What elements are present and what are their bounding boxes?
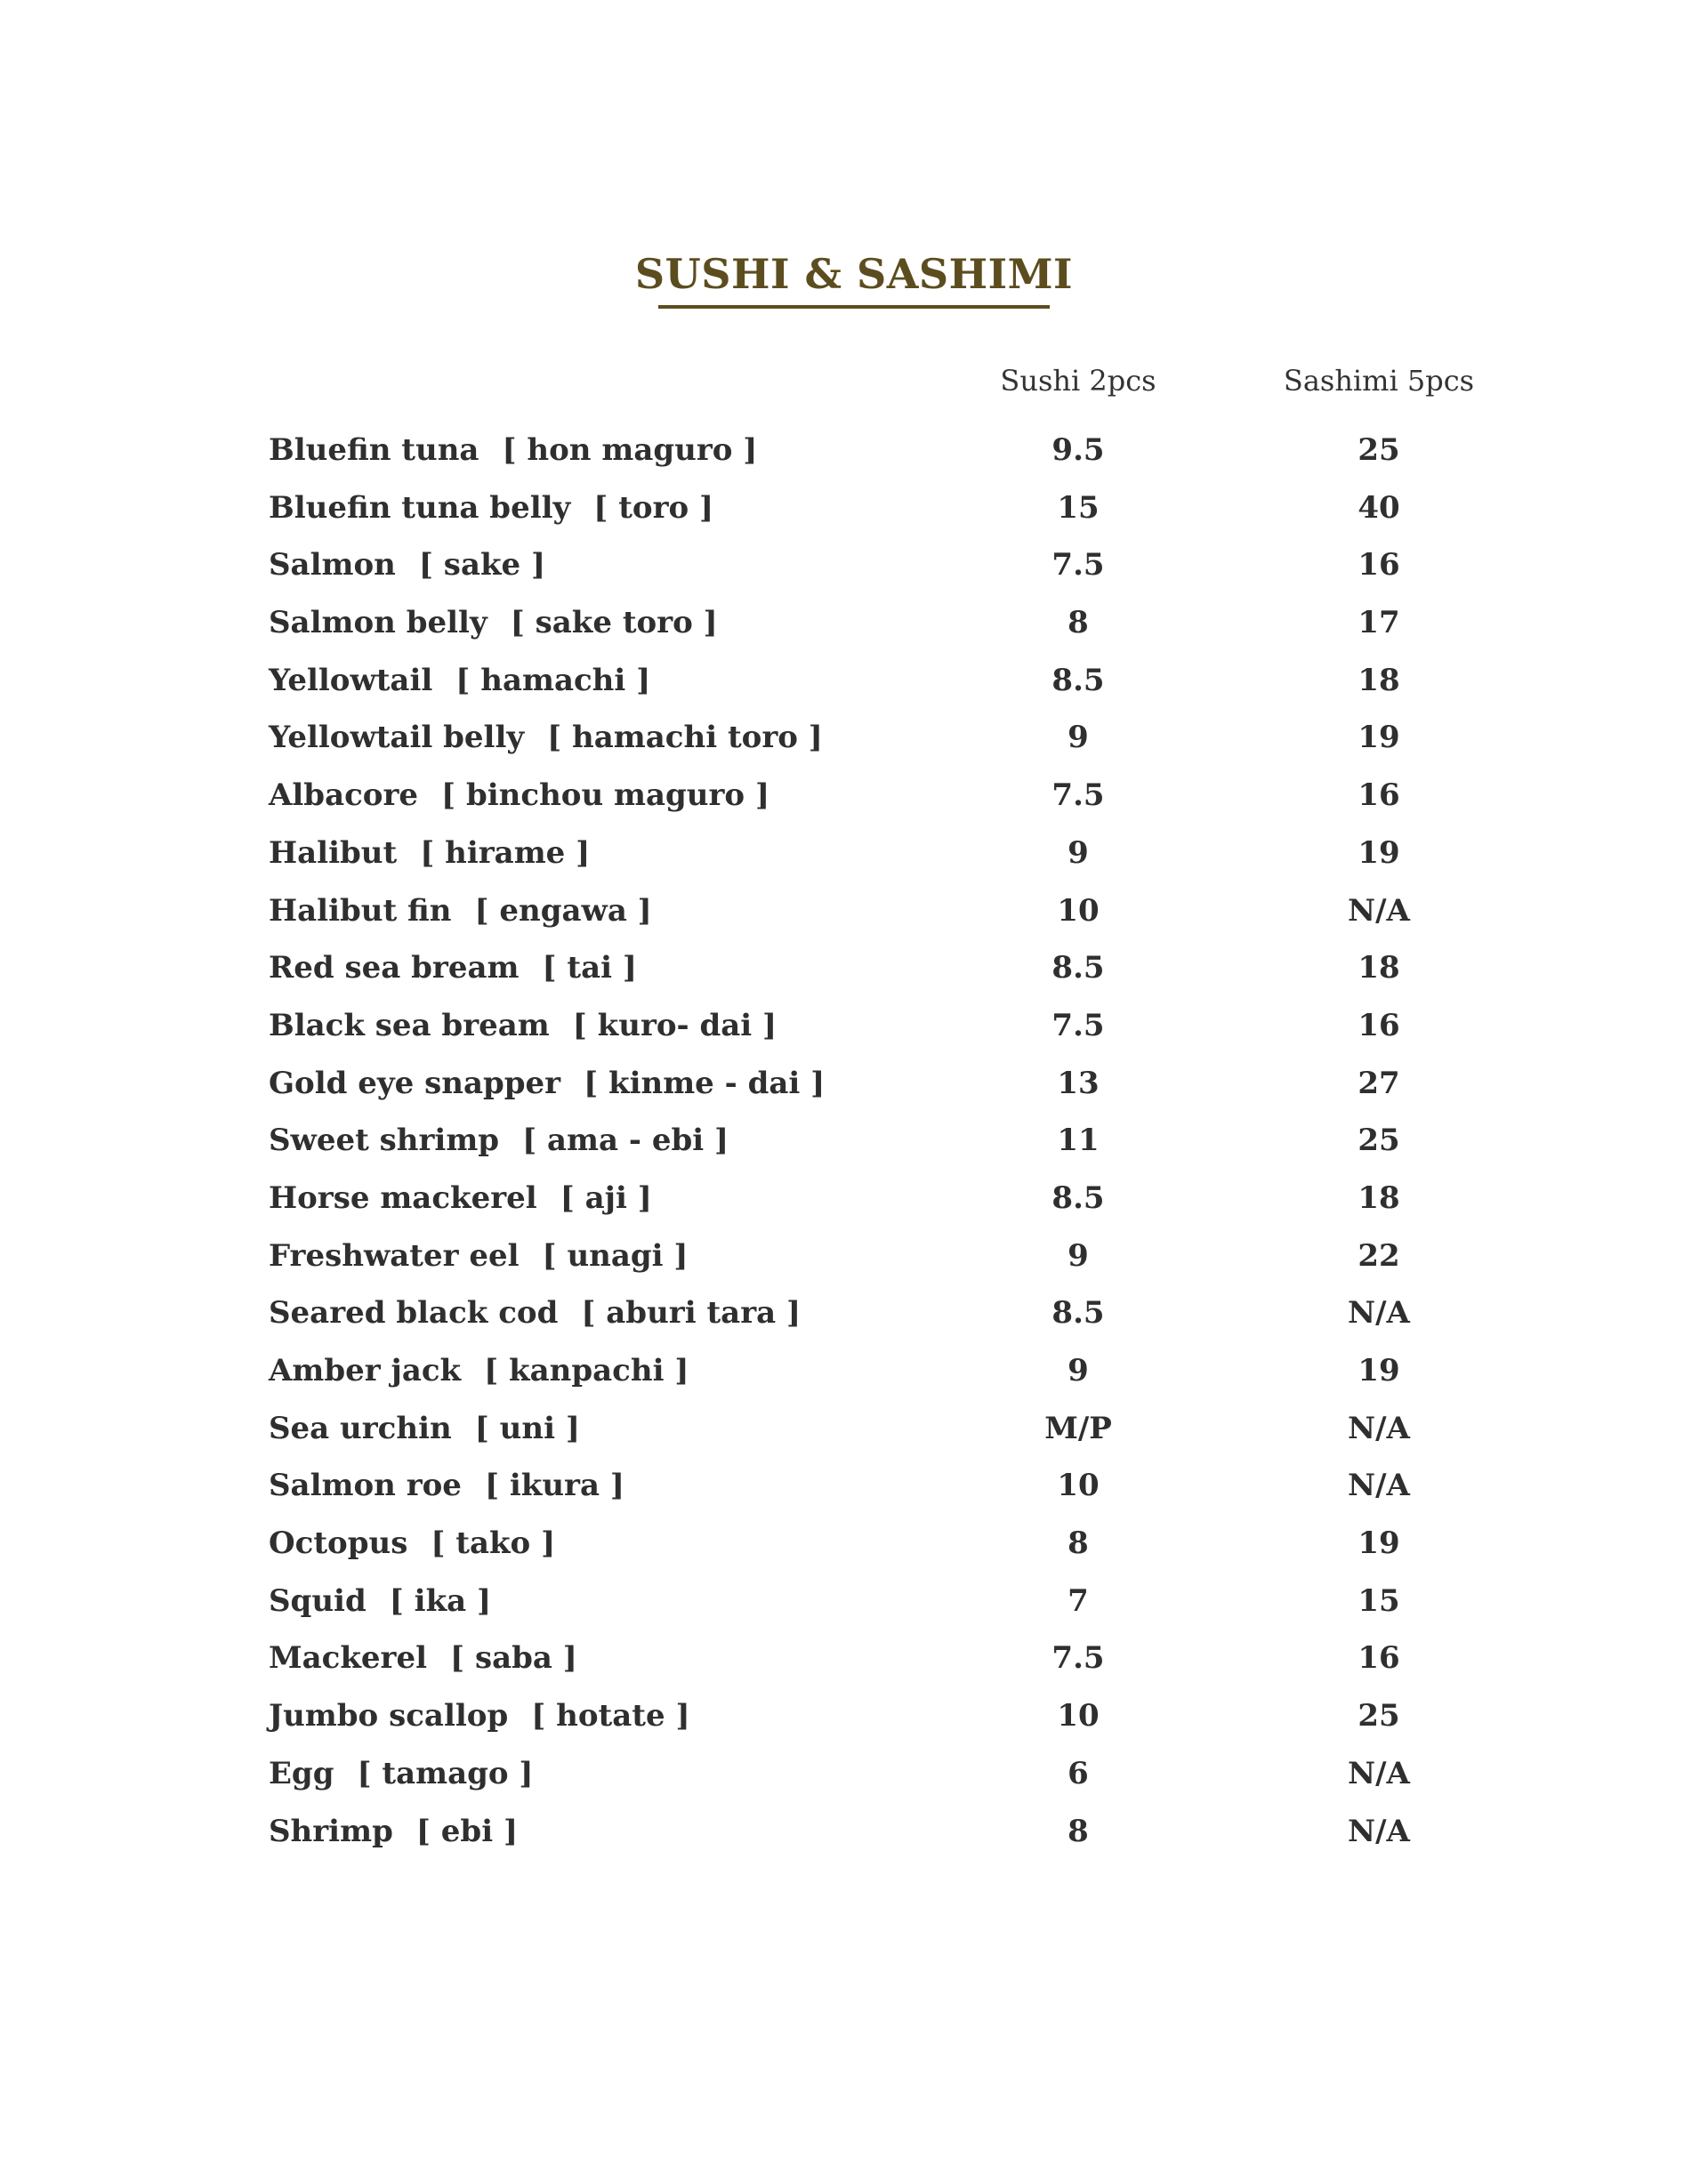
sushi-price: 8 <box>1068 605 1089 641</box>
menu-item-name <box>269 1812 518 1851</box>
sushi-price: 11 <box>1057 1123 1100 1159</box>
menu-item-english-name: Seared black cod <box>269 1295 559 1332</box>
menu-item-name <box>269 1064 825 1103</box>
sashimi-price: N/A <box>1348 1755 1410 1791</box>
menu-item-japanese-name: [ kanpachi ] <box>484 1353 689 1388</box>
sashimi-price: 40 <box>1358 489 1400 526</box>
menu-item-name <box>269 1696 690 1735</box>
sashimi-price: 16 <box>1358 547 1400 584</box>
menu-item-english-name: Jumbo scallop <box>269 1698 509 1734</box>
menu-item-english-name: Squid <box>269 1582 367 1619</box>
menu-item-english-name: Black sea bream <box>269 1007 550 1043</box>
menu-item-row <box>0 1745 1708 1803</box>
menu-item-japanese-name: [ hamachi ] <box>455 662 651 698</box>
menu-item-english-name: Bluefin tuna <box>269 432 479 468</box>
menu-item-row <box>0 767 1708 825</box>
sashimi-price: 27 <box>1358 1065 1400 1101</box>
menu-item-english-name: Halibut <box>269 834 398 871</box>
sushi-price: 8.5 <box>1051 1179 1105 1216</box>
sushi-price: 9 <box>1068 1237 1089 1274</box>
menu-item-english-name: Albacore <box>269 777 419 814</box>
menu-item-english-name: Horse mackerel <box>269 1179 537 1216</box>
menu-item-row <box>0 536 1708 594</box>
sushi-price: 8 <box>1068 1813 1089 1849</box>
menu-item-japanese-name: [ kuro- dai ] <box>572 1007 777 1043</box>
menu-item-name <box>269 1582 491 1621</box>
menu-item-row <box>0 1515 1708 1573</box>
sashimi-price: 25 <box>1358 1123 1400 1159</box>
sashimi-price: 16 <box>1358 1640 1400 1677</box>
menu-item-row <box>0 1284 1708 1342</box>
menu-item-row <box>0 709 1708 767</box>
sushi-price: 7 <box>1068 1582 1089 1619</box>
menu-item-japanese-name: [ uni ] <box>474 1410 580 1446</box>
menu-item-row <box>0 1803 1708 1861</box>
menu-item-japanese-name: [ ikura ] <box>484 1468 624 1504</box>
menu-item-name <box>269 891 652 930</box>
menu-item-english-name: Bluefin tuna belly <box>269 489 571 526</box>
menu-item-row <box>0 825 1708 882</box>
sushi-price: 9 <box>1068 720 1089 756</box>
menu-item-japanese-name: [ engawa ] <box>474 892 652 929</box>
sashimi-price: 19 <box>1358 1525 1400 1562</box>
menu-item-japanese-name: [ ama - ebi ] <box>522 1123 729 1159</box>
menu-item-japanese-name: [ aji ] <box>560 1179 652 1216</box>
sashimi-price: 25 <box>1358 1698 1400 1734</box>
menu-item-japanese-name: [ hon maguro ] <box>502 432 758 468</box>
sashimi-price: 15 <box>1358 1582 1400 1619</box>
sushi-price: 9.5 <box>1051 432 1105 468</box>
sushi-price: 8.5 <box>1051 662 1105 698</box>
menu-item-row <box>0 1227 1708 1285</box>
menu-item-name <box>269 1638 577 1678</box>
column-header-sashimi: Sashimi 5pcs <box>1283 364 1475 398</box>
sashimi-price: 16 <box>1358 777 1400 814</box>
menu-item-row <box>0 1342 1708 1400</box>
menu-item-japanese-name: [ kinme - dai ] <box>584 1065 826 1101</box>
menu-item-row <box>0 594 1708 652</box>
menu-item-row <box>0 1170 1708 1227</box>
page-title: SUSHI & SASHIMI <box>634 250 1074 298</box>
column-header-sushi: Sushi 2pcs <box>1000 364 1156 398</box>
menu-item-name <box>269 488 713 527</box>
sashimi-price: 18 <box>1358 662 1400 698</box>
sashimi-price: N/A <box>1348 1295 1410 1332</box>
sashimi-price: 19 <box>1358 720 1400 756</box>
menu-item-english-name: Sea urchin <box>269 1410 452 1446</box>
menu-item-english-name: Red sea bream <box>269 950 520 986</box>
sushi-price: 7.5 <box>1051 1640 1105 1677</box>
menu-item-japanese-name: [ tai ] <box>542 950 637 986</box>
title-underline <box>658 305 1050 309</box>
menu-item-english-name: Shrimp <box>269 1813 393 1849</box>
menu-item-japanese-name: [ hotate ] <box>531 1698 690 1734</box>
sushi-price: 10 <box>1057 1698 1100 1734</box>
menu-item-name <box>269 776 769 815</box>
menu-item-row <box>0 882 1708 940</box>
menu-item-name <box>269 1121 729 1160</box>
menu-item-name <box>269 1293 801 1332</box>
menu-item-name <box>269 1006 777 1045</box>
menu-item-row <box>0 1112 1708 1170</box>
menu-item-japanese-name: [ ika ] <box>389 1582 492 1619</box>
sashimi-price: 17 <box>1358 605 1400 641</box>
menu-item-japanese-name: [ hamachi toro ] <box>547 720 823 756</box>
menu-item-english-name: Egg <box>269 1755 334 1791</box>
menu-item-japanese-name: [ saba ] <box>450 1640 577 1677</box>
sushi-price: M/P <box>1044 1410 1112 1446</box>
menu-item-english-name: Salmon belly <box>269 605 487 641</box>
menu-item-japanese-name: [ toro ] <box>593 489 714 526</box>
menu-item-english-name: Yellowtail belly <box>269 720 525 756</box>
sashimi-price: N/A <box>1348 1813 1410 1849</box>
sushi-price: 13 <box>1057 1065 1100 1101</box>
menu-item-row <box>0 1457 1708 1515</box>
sashimi-price: N/A <box>1348 1410 1410 1446</box>
menu-item-name <box>269 1236 689 1276</box>
menu-item-row <box>0 1573 1708 1630</box>
sushi-price: 8.5 <box>1051 950 1105 986</box>
menu-item-english-name: Octopus <box>269 1525 408 1562</box>
menu-item-name <box>269 1466 624 1505</box>
menu-item-row <box>0 1400 1708 1458</box>
menu-item-row <box>0 1055 1708 1113</box>
sushi-price: 10 <box>1057 892 1100 929</box>
menu-item-name <box>269 1179 652 1218</box>
sashimi-price: 25 <box>1358 432 1400 468</box>
menu-item-row <box>0 422 1708 479</box>
menu-item-name <box>269 603 718 642</box>
menu-item-name <box>269 833 590 873</box>
menu-item-japanese-name: [ sake ] <box>418 547 546 584</box>
menu-item-name <box>269 1524 555 1563</box>
menu-item-japanese-name: [ aburi tara ] <box>581 1295 802 1332</box>
sushi-price: 7.5 <box>1051 777 1105 814</box>
menu-item-japanese-name: [ binchou maguro ] <box>441 777 770 814</box>
sashimi-price: 19 <box>1358 1353 1400 1388</box>
sushi-price: 15 <box>1057 489 1100 526</box>
menu-item-name <box>269 661 650 700</box>
menu-item-japanese-name: [ unagi ] <box>542 1237 689 1274</box>
menu-list <box>0 422 1708 1860</box>
sashimi-price: 19 <box>1358 834 1400 871</box>
sushi-price: 9 <box>1068 834 1089 871</box>
sashimi-price: 18 <box>1358 1179 1400 1216</box>
menu-item-japanese-name: [ tako ] <box>431 1525 556 1562</box>
menu-item-row <box>0 479 1708 537</box>
menu-item-english-name: Halibut fin <box>269 892 452 929</box>
menu-item-japanese-name: [ hirame ] <box>420 834 591 871</box>
menu-item-english-name: Gold eye snapper <box>269 1065 561 1101</box>
sushi-price: 7.5 <box>1051 547 1105 584</box>
sushi-price: 7.5 <box>1051 1007 1105 1043</box>
menu-item-english-name: Freshwater eel <box>269 1237 520 1274</box>
menu-item-japanese-name: [ sake toro ] <box>510 605 718 641</box>
menu-item-english-name: Yellowtail <box>269 662 433 698</box>
menu-item-row <box>0 1630 1708 1687</box>
menu-item-name <box>269 1409 580 1448</box>
menu-item-english-name: Mackerel <box>269 1640 428 1677</box>
menu-item-english-name: Amber jack <box>269 1353 462 1388</box>
menu-item-row <box>0 1687 1708 1745</box>
sashimi-price: N/A <box>1348 892 1410 929</box>
menu-item-name <box>269 718 823 757</box>
menu-item-row <box>0 652 1708 710</box>
menu-item-english-name: Salmon <box>269 547 396 584</box>
menu-item-row <box>0 939 1708 997</box>
sashimi-price: 22 <box>1358 1237 1400 1274</box>
menu-item-name <box>269 431 757 470</box>
sushi-price: 10 <box>1057 1468 1100 1504</box>
sashimi-price: N/A <box>1348 1468 1410 1504</box>
sushi-price: 8 <box>1068 1525 1089 1562</box>
menu-item-name <box>269 948 637 987</box>
menu-item-row <box>0 997 1708 1055</box>
sushi-price: 8.5 <box>1051 1295 1105 1332</box>
menu-item-english-name: Sweet shrimp <box>269 1123 500 1159</box>
menu-item-name <box>269 1351 689 1390</box>
sashimi-price: 16 <box>1358 1007 1400 1043</box>
menu-item-japanese-name: [ ebi ] <box>415 1813 519 1849</box>
sushi-price: 6 <box>1068 1755 1089 1791</box>
sushi-price: 9 <box>1068 1353 1089 1388</box>
menu-item-name <box>269 545 545 584</box>
menu-item-japanese-name: [ tamago ] <box>357 1755 534 1791</box>
menu-item-english-name: Salmon roe <box>269 1468 462 1504</box>
sashimi-price: 18 <box>1358 950 1400 986</box>
menu-item-name <box>269 1754 534 1793</box>
